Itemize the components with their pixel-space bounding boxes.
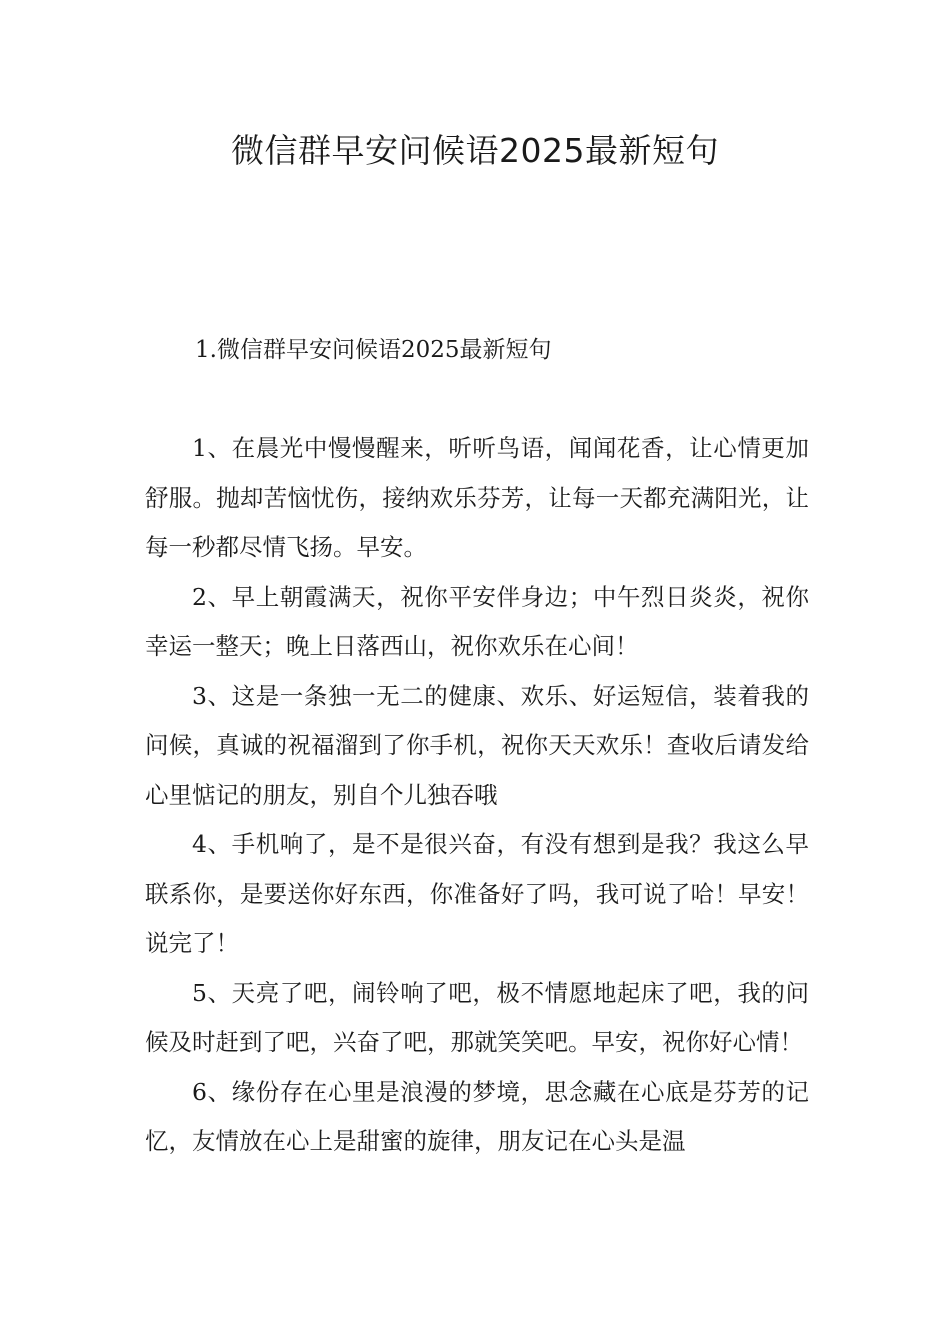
paragraph-6: 6、缘份存在心里是浪漫的梦境，思念藏在心底是芬芳的记忆，友情放在心上是甜蜜的旋律，朋友记在心头是温	[145, 1077, 809, 1155]
paragraph-5: 5、天亮了吧，闹铃响了吧，极不情愿地起床了吧，我的问候及时赶到了吧，兴奋了吧，那就笑笑吧。早安，祝你好心情！	[145, 978, 809, 1056]
document-title: 微信群早安问候语2025最新短句	[231, 131, 719, 170]
paragraph-4: 4、手机响了，是不是很兴奋，有没有想到是我？我这么早联系你，是要送你好东西，你准备好了吗，我可说了哈！早安！说完了！	[145, 830, 809, 957]
document-body	[145, 424, 809, 1167]
paragraph-2: 2、早上朝霞满天，祝你平安伴身边；中午烈日炎炎，祝你幸运一整天；晚上日落西山，祝你欢乐在心间！	[145, 582, 809, 660]
paragraph-1: 1、在晨光中慢慢醒来，听听鸟语，闻闻花香，让心情更加舒服。抛却苦恼忧伤，接纳欢乐芬芳，让每一天都充满阳光，让每一秒都尽情飞扬。早安。	[145, 434, 809, 561]
paragraph-3: 3、这是一条独一无二的健康、欢乐、好运短信，装着我的问候，真诚的祝福溜到了你手机，祝你天天欢乐！查收后请发给心里惦记的朋友，别自个儿独吞哦	[145, 681, 809, 809]
section-heading: 1.微信群早安问候语2025最新短句	[195, 337, 552, 363]
